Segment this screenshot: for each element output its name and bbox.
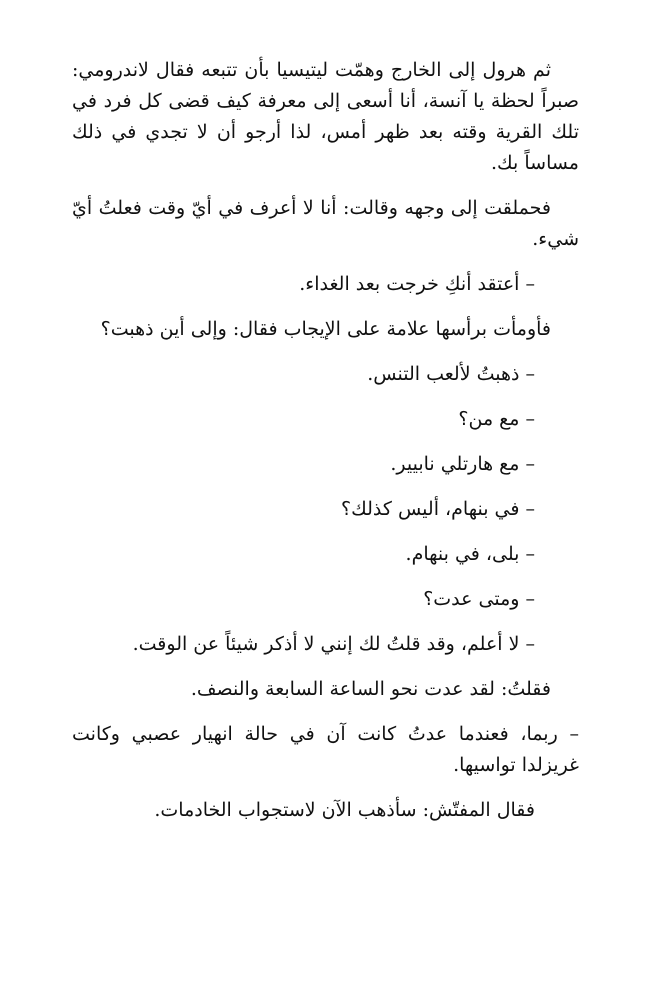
dialogue-line: – في بنهام، أليس كذلك؟ (341, 498, 535, 520)
paragraph: ثم هرول إلى الخارج وهمّت ليتيسيا بأن تتبعه فقال لاندرومي: صبراً لحظة يا آنسة، أنا أسعى إلى معرفة كيف قضى كل فرد في تلك القرية وقته بعد ظهر أمس، لذا أرجو أن لا تجدي في ذلك مساساً بك. (72, 59, 579, 174)
dialogue-line: – مع هارتلي نابيير. (390, 453, 535, 475)
dialogue-line: – ذهبتُ لألعب التنس. (367, 363, 535, 385)
dialogue-line: – بلى، في بنهام. (405, 543, 535, 565)
paragraph: فحملقت إلى وجهه وقالت: أنا لا أعرف في أيّ وقت فعلتُ أيّ شيء. (72, 197, 579, 250)
dialogue-line: – ومتى عدت؟ (423, 588, 535, 610)
dialogue-line: – مع من؟ (458, 408, 535, 430)
paragraph: فقلتُ: لقد عدت نحو الساعة السابعة والنصف. (190, 678, 551, 700)
paragraph: فأومأت برأسها علامة على الإيجاب فقال: وإلى أين ذهبت؟ (100, 318, 551, 340)
paragraph: فقال المفتّش: سأذهب الآن لاستجواب الخادمات. (154, 799, 535, 821)
dialogue-line: – أعتقد أنكِ خرجت بعد الغداء. (299, 273, 535, 295)
dialogue-line: – ربما، فعندما عدتُ كانت آن في حالة انهيار عصبي وكانت غريزلدا تواسيها. (72, 723, 579, 776)
dialogue-line: – لا أعلم، وقد قلتُ لك إنني لا أذكر شيئاً عن الوقت. (132, 633, 535, 655)
